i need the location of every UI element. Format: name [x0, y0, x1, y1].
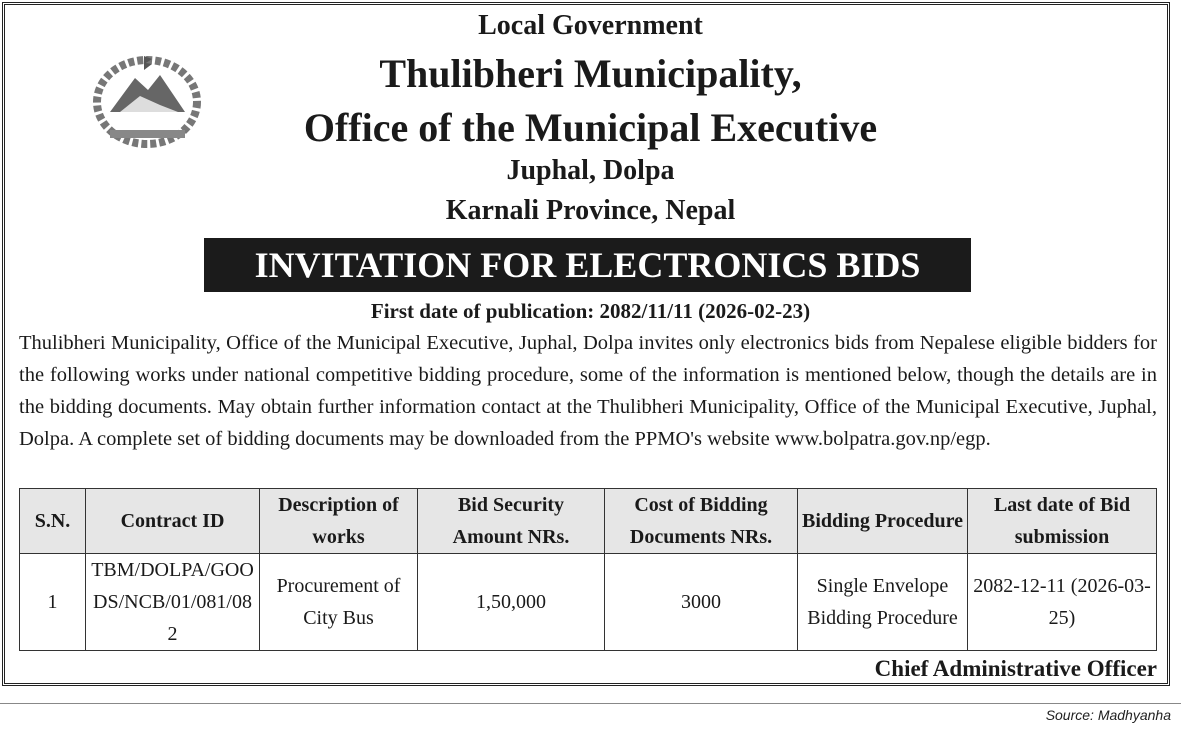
source-credit: Source: Madhyanha [1045, 707, 1171, 723]
col-sn: S.N. [20, 489, 86, 554]
header-location: Juphal, Dolpa [506, 155, 675, 186]
cell-contract-id: TBM/DOLPA/GOODS/NCB/01/081/082 [86, 554, 260, 651]
col-last-date: Last date of Bid submission [968, 489, 1157, 554]
header-province: Karnali Province, Nepal [445, 195, 736, 226]
table-header-row [20, 489, 1157, 554]
notice-body: Thulibheri Municipality, Office of the Municipal Executive, Juphal, Dolpa invites only electronics bids from Nepalese eligible bidders for the following works under national competitive bidding procedure, some of the information is mentioned below, though the details are in the bidding documents. May obtain further information contact at the Thulibheri Municipality, Office of the Municipal Executive, Juphal, Dolpa. A complete set of bidding documents may be downloaded from the PPMO's website www.bolpatra.gov.np/egp. [19, 332, 1157, 450]
signature-title: Chief Administrative Officer [874, 656, 1157, 681]
col-procedure: Bidding Procedure [798, 489, 968, 554]
table-row [20, 554, 1157, 651]
header-municipality: Thulibheri Municipality, [379, 51, 802, 96]
col-doc-cost: Cost of Bidding Documents NRs. [605, 489, 798, 554]
notice-title-banner: INVITATION FOR ELECTRONICS BIDS [204, 238, 971, 292]
cell-doc-cost: 3000 [605, 554, 798, 651]
cell-last-date: 2082-12-11 (2026-03-25) [968, 554, 1157, 651]
col-description: Description of works [260, 489, 418, 554]
publication-date: First date of publication: 2082/11/11 (2026-02-23) [370, 299, 811, 323]
bid-table [19, 488, 1157, 651]
header-office: Office of the Municipal Executive [303, 105, 878, 150]
col-contract-id: Contract ID [86, 489, 260, 554]
cell-bid-security: 1,50,000 [418, 554, 605, 651]
cell-sn: 1 [20, 554, 86, 651]
cell-description: Procurement of City Bus [260, 554, 418, 651]
header-local-government: Local Government [478, 10, 703, 41]
cell-procedure: Single Envelope Bidding Procedure [798, 554, 968, 651]
divider [0, 703, 1181, 704]
col-bid-security: Bid Security Amount NRs. [418, 489, 605, 554]
